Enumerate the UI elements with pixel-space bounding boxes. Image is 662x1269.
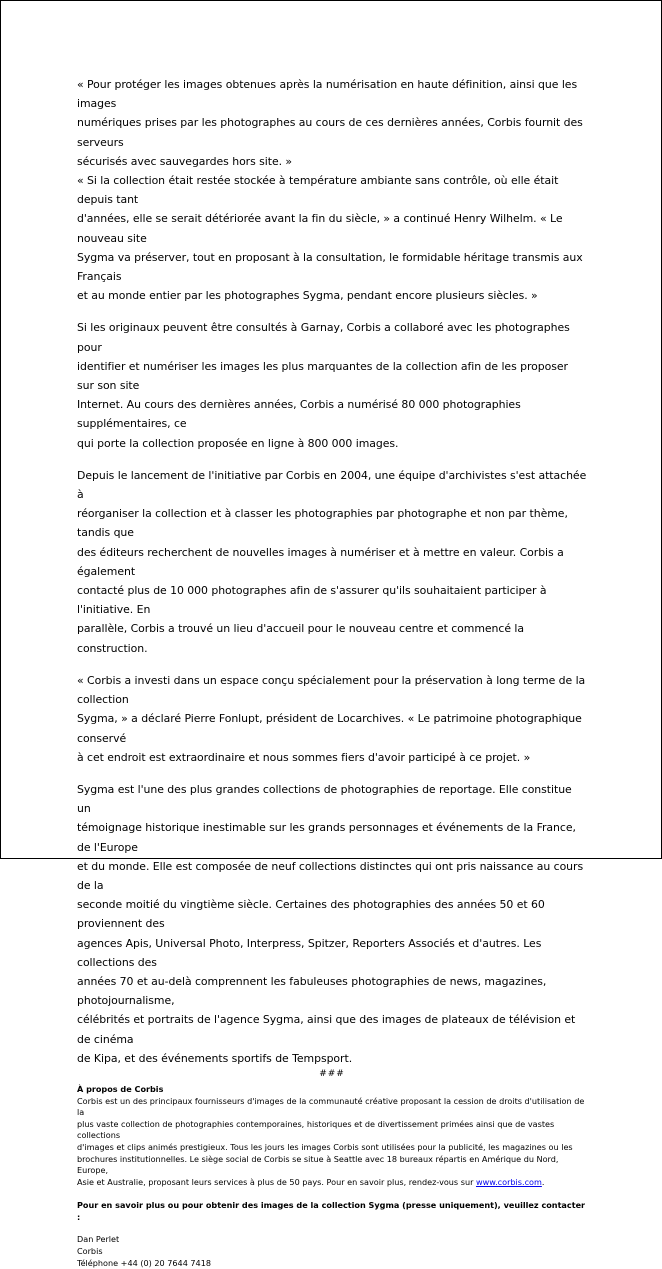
paragraph-initiative [77, 466, 587, 658]
about-text [77, 1096, 587, 1189]
text-line: des éditeurs recherchent de nouvelles images à numériser et à mettre en valeur. Corbis a également [77, 545, 564, 578]
text-line: Depuis le lancement de l'initiative par Corbis en 2004, une équipe d'archivistes s'est attachée à [77, 468, 587, 502]
text-line: Internet. Au cours des dernières années, Corbis a numérisé 80 000 photographies supplémentaires, ce [77, 398, 521, 431]
text-line: à cet endroit est extraordinaire et nous sommes fiers d'avoir participé à ce projet. » [77, 750, 531, 764]
text-line: Sygma va préserver, tout en proposant à la consultation, le formidable héritage transmis aux Français [77, 250, 583, 284]
text-line: d'images et clips animés prestigieux. Tous les jours les images Corbis sont utilisées pour la publicité, les magazines ou les [77, 1141, 573, 1152]
text-line: « Corbis a investi dans un espace conçu spécialement pour la préservation à long terme de la collection [77, 673, 586, 707]
text-line: années 70 et au-delà comprennent les fabuleuses photographies de news, magazines, photojournalisme, [77, 974, 547, 1008]
text-line: et du monde. Elle est composée de neuf collections distinctes qui ont pris naissance au cours de la [77, 859, 584, 892]
paragraph-sygma-collection [77, 780, 587, 1068]
text-line: Sygma, » a déclaré Pierre Fonlupt, président de Locarchives. « Le patrimoine photographique conservé [77, 712, 582, 745]
text-line: brochures institutionnelles. Le siège social de Corbis se situe à Seattle avec 18 bureaux répartis en Amérique du Nord, Europe, [77, 1153, 559, 1176]
text-line: « Si la collection était restée stockée à température ambiante sans contrôle, où elle était depuis tant [77, 174, 559, 207]
text-line: qui porte la collection proposée en ligne à 800 000 images. [77, 436, 399, 450]
contact-call: Pour en savoir plus ou pour obtenir des images de la collection Sygma (presse uniquement), veuillez contacter : [77, 1200, 586, 1222]
document-body [77, 75, 587, 1269]
text-line: agences Apis, Universal Photo, Interpress, Spitzer, Reporters Associés et d'autres. Les collections des [77, 936, 542, 969]
spacer [77, 1188, 587, 1200]
text-line: numériques prises par les photographes au cours de ces dernières années, Corbis fournit des serveurs [77, 116, 583, 149]
text-line: identifier et numériser les images les plus marquantes de la collection afin de les proposer sur son site [77, 359, 568, 393]
about-heading: À propos de Corbis [77, 1083, 164, 1094]
text-line: Sygma est l'une des plus grandes collections de photographies de reportage. Elle constitue un [77, 782, 572, 816]
contact-company: Corbis [77, 1246, 103, 1257]
paragraph-garnay [77, 318, 587, 452]
contact-phone: Téléphone +44 (0) 20 7644 7418 [77, 1257, 212, 1268]
text-line: célébrités et portraits de l'agence Sygma, ainsi que des images de plateaux de télévision et de cinéma [77, 1013, 576, 1046]
text-line: témoignage historique inestimable sur les grands personnages et événements de la France, de l'Europe [77, 821, 576, 854]
spacer [77, 1223, 587, 1234]
text-line: parallèle, Corbis a trouvé un lieu d'accueil pour le nouveau centre et commencé la construction. [77, 622, 525, 655]
text-line: de Kipa, et des événements sportifs de Tempsport. [77, 1051, 353, 1065]
text-line: Asie et Australie, proposant leurs services à plus de 50 pays. Pour en savoir plus, rendez-vous sur [77, 1176, 476, 1187]
text-line: réorganiser la collection et à classer les photographies par photographe et non par thème, tandis que [77, 507, 568, 540]
contact-block [77, 1234, 587, 1269]
text-line: seconde moitié du vingtième siècle. Certaines des photographies des années 50 et 60 proviennent des [77, 898, 545, 931]
section-separator: ### [319, 1068, 345, 1079]
paragraph-fonlupt [77, 671, 587, 767]
text-line: d'années, elle se serait détériorée avant la fin du siècle, » a continué Henry Wilhelm. « Le nouveau site [77, 212, 563, 245]
text-line: plus vaste collection de photographies contemporaines, historiques et de divertissement primées ainsi que de vastes collections [77, 1118, 555, 1141]
text-line: et au monde entier par les photographes Sygma, pendant encore plusieurs siècles. » [77, 289, 538, 303]
corbis-website-link[interactable]: www.corbis.com [475, 1176, 542, 1187]
paragraph-quotes-wilhelm [77, 75, 587, 305]
text-line: Si les originaux peuvent être consultés à Garnay, Corbis a collaboré avec les photographes pour [77, 321, 570, 354]
text-line: sécurisés avec sauvegardes hors site. » [77, 154, 293, 168]
text-line: contacté plus de 10 000 photographes afin de s'assurer qu'ils souhaitaient participer à l'initiative. En [77, 584, 547, 617]
text-line: Corbis est un des principaux fournisseurs d'images de la communauté créative proposant la cession de droits d'utilisation de la [77, 1095, 585, 1118]
contact-name: Dan Perlet [77, 1234, 120, 1245]
text-line: « Pour protéger les images obtenues après la numérisation en haute définition, ainsi que les images [77, 78, 578, 111]
text-line: . [541, 1176, 545, 1187]
